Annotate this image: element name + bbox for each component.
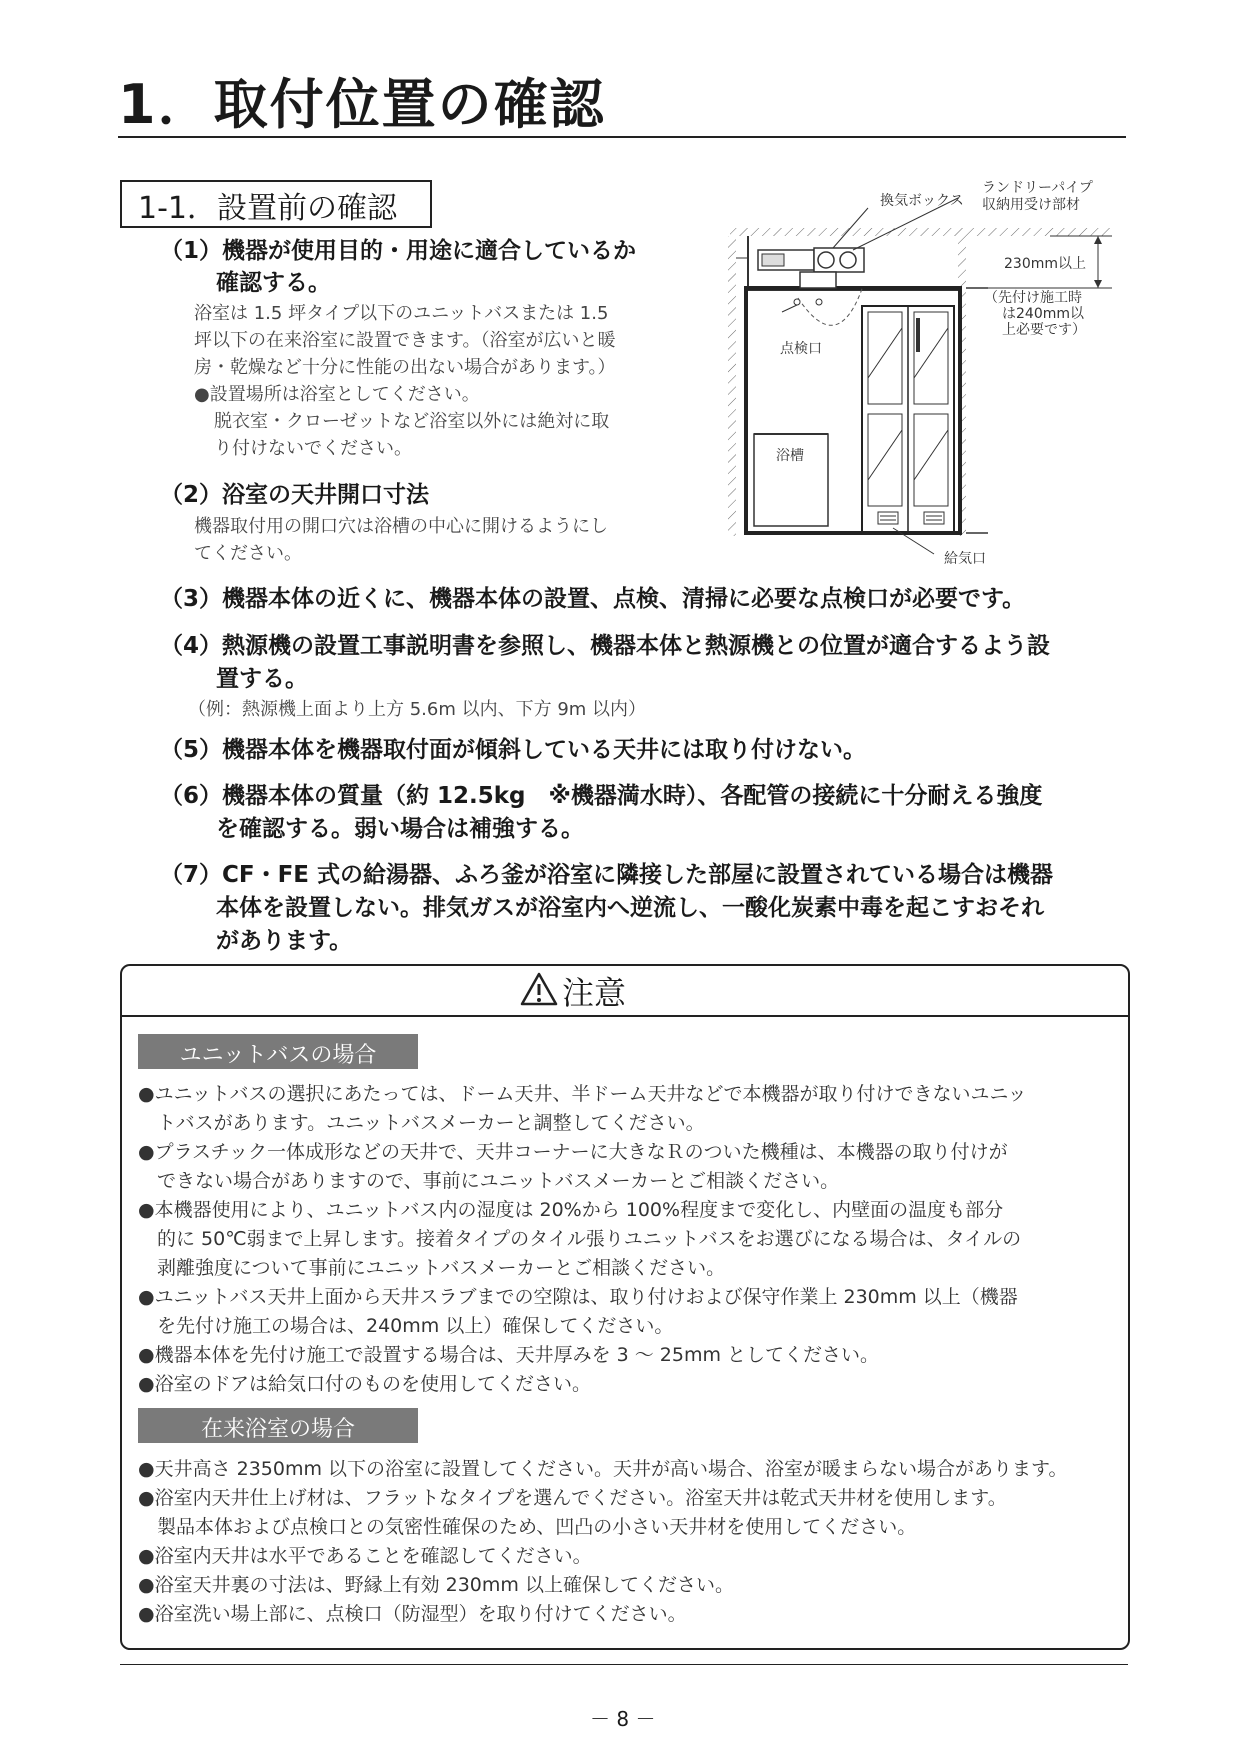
item-7-heading-cont: 本体を設置しない。排気ガスが浴室内へ逆流し、一酸化炭素中毒を起こすおそれ: [216, 895, 1044, 921]
caution-line: を先付け施工の場合は、240mm 以上）確保してください。: [138, 1315, 674, 1337]
caution-line: 的に 50℃弱まで上昇します。接着タイプのタイル張りユニットバスをお選びになる場合は、タイルの: [138, 1228, 1022, 1250]
item-4-note: （例：熱源機上面より上方 5.6m 以内、下方 9m 以内）: [188, 699, 647, 720]
air-inlet: [878, 512, 898, 524]
page-number: － 8 －: [590, 1707, 656, 1731]
caution-line: トバスがあります。ユニットバスメーカーと調整してください。: [138, 1112, 705, 1134]
item-7-heading: （7）CF・FE 式の給湯器、ふろ釜が浴室に隣接した部屋に設置されている場合は機器: [160, 862, 1054, 888]
label-laundry-pipe: ランドリーパイプ: [982, 180, 1093, 196]
item-1-heading-cont: 確認する。: [216, 270, 331, 296]
caution-line: ●浴室洗い場上部に、点検口（防湿型）を取り付けてください。: [138, 1603, 687, 1625]
item-2-text: てください。: [194, 543, 302, 564]
item-1-text: 浴室は 1.5 坪タイプ以下のユニットバスまたは 1.5: [194, 303, 609, 324]
page-title: 1．取付位置の確認: [118, 73, 606, 136]
caution-line: ●機器本体を先付け施工で設置する場合は、天井厚みを 3 ～ 25mm としてください。: [138, 1344, 880, 1366]
label-air-inlet: 給気口: [944, 551, 986, 567]
label-dimension-note: （先付け施工時: [984, 290, 1082, 306]
caution-line: ●ユニットバス天井上面から天井スラブまでの空隙は、取り付けおよび保守作業上 230mm 以上（機器: [138, 1286, 1018, 1308]
item-3-heading: （3）機器本体の近くに、機器本体の設置、点検、清掃に必要な点検口が必要です。: [160, 586, 1026, 612]
item-2-heading: （2）浴室の天井開口寸法: [160, 482, 430, 508]
label-dimension-note: 上必要です）: [1002, 322, 1086, 338]
warning-triangle-icon: [520, 972, 558, 1006]
item-1-bullet: ●設置場所は浴室としてください。: [194, 384, 480, 405]
caution-line: ●浴室天井裏の寸法は、野縁上有効 230mm 以上確保してください。: [138, 1574, 734, 1596]
item-7-heading-cont: があります。: [216, 928, 353, 954]
caution-line: ●ユニットバスの選択にあたっては、ドーム天井、半ドーム天井などで本機器が取り付けできないユニッ: [138, 1083, 1027, 1105]
item-1-text: 房・乾燥など十分に性能の出ない場合があります。）: [194, 357, 616, 378]
wall-left: [728, 236, 736, 536]
label-bathtub: 浴槽: [776, 448, 804, 464]
item-5-heading: （5）機器本体を機器取付面が傾斜している天井には取り付けない。: [160, 737, 867, 763]
air-inlet: [924, 512, 944, 524]
item-1-text: 坪以下の在来浴室に設置できます。（浴室が広いと暖: [194, 330, 616, 351]
label-ventilation-box: 換気ボックス: [880, 193, 964, 209]
item-4-heading: （4）熱源機の設置工事説明書を参照し、機器本体と熱源機との位置が適合するよう設: [160, 633, 1051, 659]
caution-line: 剥離強度について事前にユニットバスメーカーとご相談ください。: [138, 1257, 726, 1279]
inspection-hatch: [800, 272, 836, 288]
item-6-heading: （6）機器本体の質量（約 12.5kg ※機器満水時）、各配管の接続に十分耐える強度: [160, 783, 1043, 809]
caution-line: ●浴室内天井は水平であることを確認してください。: [138, 1545, 592, 1567]
item-1-heading: （1）機器が使用目的・用途に適合しているか: [160, 238, 637, 264]
caution-line: ●本機器使用により、ユニットバス内の湿度は 20%から 100%程度まで変化し、内壁面の温度も部分: [138, 1199, 1004, 1221]
item-6-heading-cont: を確認する。弱い場合は補強する。: [216, 816, 584, 842]
caution-line: 製品本体および点検口との気密性確保のため、凹凸の小さい天井材を使用してください。: [138, 1516, 917, 1538]
installation-diagram: [718, 178, 1118, 568]
title-divider: [118, 136, 1126, 138]
ceiling-slab: [730, 228, 1110, 236]
label-laundry-pipe: 収納用受け部材: [982, 197, 1080, 213]
caution-line: ●浴室のドアは給気口付のものを使用してください。: [138, 1373, 592, 1395]
label-inspection-hatch: 点検口: [780, 341, 822, 357]
label-dimension: 230mm以上: [1004, 256, 1086, 272]
conventional-bath-heading: 在来浴室の場合: [200, 1417, 355, 1442]
item-1-text: り付けないでください。: [214, 438, 412, 459]
caution-title: 注意: [562, 974, 627, 1012]
caution-line: できない場合がありますので、事前にユニットバスメーカーとご相談ください。: [138, 1170, 840, 1192]
item-4-heading-cont: 置する。: [216, 666, 308, 692]
item-1-text: 脱衣室・クローゼットなど浴室以外には絶対に取: [214, 411, 610, 432]
item-2-text: 機器取付用の開口穴は浴槽の中心に開けるようにし: [194, 516, 608, 537]
caution-line: ●浴室内天井仕上げ材は、フラットなタイプを選んでください。浴室天井は乾式天井材を使用します。: [138, 1487, 1007, 1509]
caution-title-divider: [120, 1015, 1128, 1017]
caution-line: ●プラスチック一体成形などの天井で、天井コーナーに大きなＲのついた機種は、本機器の取り付けが: [138, 1141, 1008, 1163]
section-heading: 1-1．設置前の確認: [138, 191, 397, 226]
unit-bath-heading: ユニットバスの場合: [179, 1043, 377, 1068]
label-dimension-note: は240mm以: [1002, 306, 1084, 322]
footer-divider: [120, 1664, 1128, 1665]
caution-line: ●天井高さ 2350mm 以下の浴室に設置してください。天井が高い場合、浴室が暖まらない場合があります。: [138, 1458, 1068, 1480]
